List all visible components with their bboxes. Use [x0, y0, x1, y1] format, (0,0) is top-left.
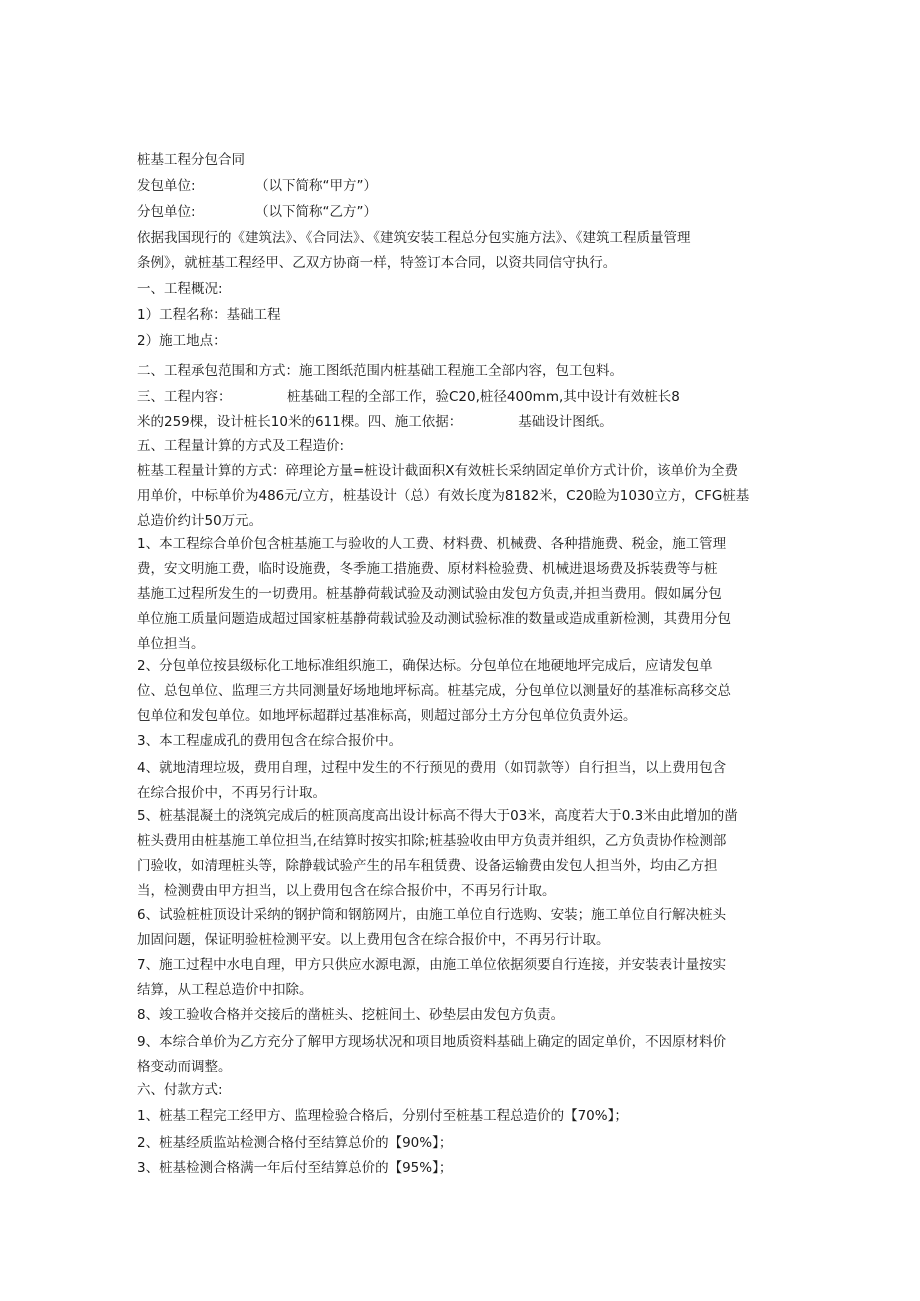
employer-label: 发包单位: [137, 178, 196, 194]
clause-6-line: 6、试验桩桩顶设计采纳的钢护筒和钢筋网片，由施工单位自行选购、安装；施工单位自行解决桩头 [137, 907, 727, 923]
clause-9-line: 9、本综合单价为乙方充分了解甲方现场状况和项目地质资料基础上确定的固定单价，不因原材料价 [137, 1034, 727, 1050]
clause-7-line: 结算，从工程总造价中扣除。 [137, 982, 313, 998]
clause-1-line: 基施工过程所发生的一切费用。桩基静荷载试验及动测试验由发包方负责,并担当费用。假如属分包 [137, 586, 722, 602]
clause-2-line: 位、总包单位、监理三方共同测量好场地地坪标高。桩基完成，分包单位以测量好的基准标高移交总 [137, 683, 731, 699]
payment-term: 2、桩基经质监站检测合格付至结算总价的【90%】； [137, 1135, 453, 1151]
clause-4-line: 4、就地清理垃圾，费用自理，过程中发生的不行预见的费用（如罚款等）自行担当，以上费用包含 [137, 760, 727, 776]
clause-5-line: 门验收，如清理桩头等，除静载试验产生的吊车租赁费、设备运输费由发包人担当外，均由乙方担 [137, 858, 718, 874]
project-site: 2）施工地点： [137, 333, 227, 349]
subcontractor-line [137, 202, 377, 226]
subcontractor-alias: （以下简称“乙方”） [255, 204, 377, 220]
clause-5-line: 5、桩基混凝土的浇筑完成后的桩顶高度高出设计标高不得大于03米，高度若大于0.3米由此增加的凿 [137, 808, 738, 824]
clause-5-line: 桩头费用由桩基施工单位担当,在结算时按实扣除;桩基验收由甲方负责并组织，乙方负责协作检测部 [137, 833, 727, 849]
preamble-line: 条例》，就桩基工程经甲、乙双方协商一样，特签订本合同，以资共同信守执行。 [137, 255, 617, 271]
clause-4-line: 在综合报价中，不再另行计取。 [137, 785, 326, 801]
preamble-line: 依据我国现行的《建筑法》、《合同法》、《建筑安装工程总分包实施方法》、《建筑工程质量管理 [137, 230, 691, 246]
employer-line [137, 176, 377, 200]
subcontractor-label: 分包单位: [137, 204, 196, 220]
section-3-line [137, 412, 613, 436]
employer-alias: （以下简称“甲方”） [255, 178, 377, 194]
clause-9-line: 格变动而调整。 [137, 1059, 232, 1075]
clause-8: 8、竣工验收合格并交接后的凿桩头、挖桩间土、砂垫层由发包方负责。 [137, 1007, 565, 1023]
section-3-lead: 三、工程内容： [137, 389, 232, 405]
clause-6-line: 加固问题，保证明验桩检测平安。以上费用包含在综合报价中，不再另行计取。 [137, 932, 610, 948]
payment-term: 1、桩基工程完工经甲方、监理检验合格后，分别付至桩基工程总造价的【70%】； [137, 1108, 628, 1124]
clause-2-line: 包单位和发包单位。如地坪标超群过基准标高，则超过部分土方分包单位负责外运。 [137, 708, 637, 724]
section-5-line: 总造价约计50万元。 [137, 513, 263, 529]
clause-1-line: 费，安文明施工费，临时设施费，冬季施工措施费、原材料检验费、机械进退场费及拆装费等与桩 [137, 561, 718, 577]
section-5-line: 桩基工程量计算的方式：碎理论方量=桩设计截面积X有效桩长采纳固定单价方式计价，该单价为全费 [137, 463, 739, 479]
clause-2-line: 2、分包单位按县级标化工地标准组织施工，确保达标。分包单位在地硬地坪完成后，应请发包单 [137, 658, 713, 674]
construction-basis: 基础设计图纸。 [518, 414, 613, 430]
section-5-line: 用单价，中标单价为486元/立方，桩基设计（总）有效长度为8182米，C20睑为1030立方，CFG桩基 [137, 488, 750, 504]
section-1-heading: 一、工程概况: [137, 281, 223, 297]
clause-7-line: 7、施工过程中水电自理，甲方只供应水源电源，由施工单位依据须要自行连接，并安装表计量按实 [137, 957, 727, 973]
section-3-line [137, 387, 680, 411]
clause-1-line: 单位担当。 [137, 636, 205, 652]
section-5-heading: 五、工程量计算的方式及工程造价: [137, 438, 345, 454]
section-3-text: 桩基础工程的全部工作，验C20,桩径400mm,其中设计有效桩长8 [287, 389, 680, 405]
document-title: 桩基工程分包合同 [137, 152, 245, 168]
clause-3: 3、本工程虚成孔的费用包含在综合报价中。 [137, 733, 403, 749]
payment-term: 3、桩基检测合格满一年后付至结算总价的【95%】； [137, 1160, 453, 1176]
clause-1-line: 1、本工程综合单价包含桩基施工与验收的人工费、材料费、机械费、各种措施费、税金，施工管理 [137, 536, 727, 552]
section-3-text: 米的259棵，设计桩长10米的611棵。四、施工依据： [137, 414, 463, 430]
clause-5-line: 当，检测费由甲方担当，以上费用包含在综合报价中，不再另行计取。 [137, 883, 556, 899]
section-2: 二、工程承包范围和方式：施工图纸范围内桩基础工程施工全部内容，包工包料。 [137, 363, 623, 379]
project-name: 1）工程名称：基础工程 [137, 307, 281, 323]
section-6-heading: 六、付款方式: [137, 1082, 223, 1098]
clause-1-line: 单位施工质量问题造成超过国家桩基静荷载试验及动测试验标准的数量或造成重新检测，其费用分包 [137, 611, 731, 627]
